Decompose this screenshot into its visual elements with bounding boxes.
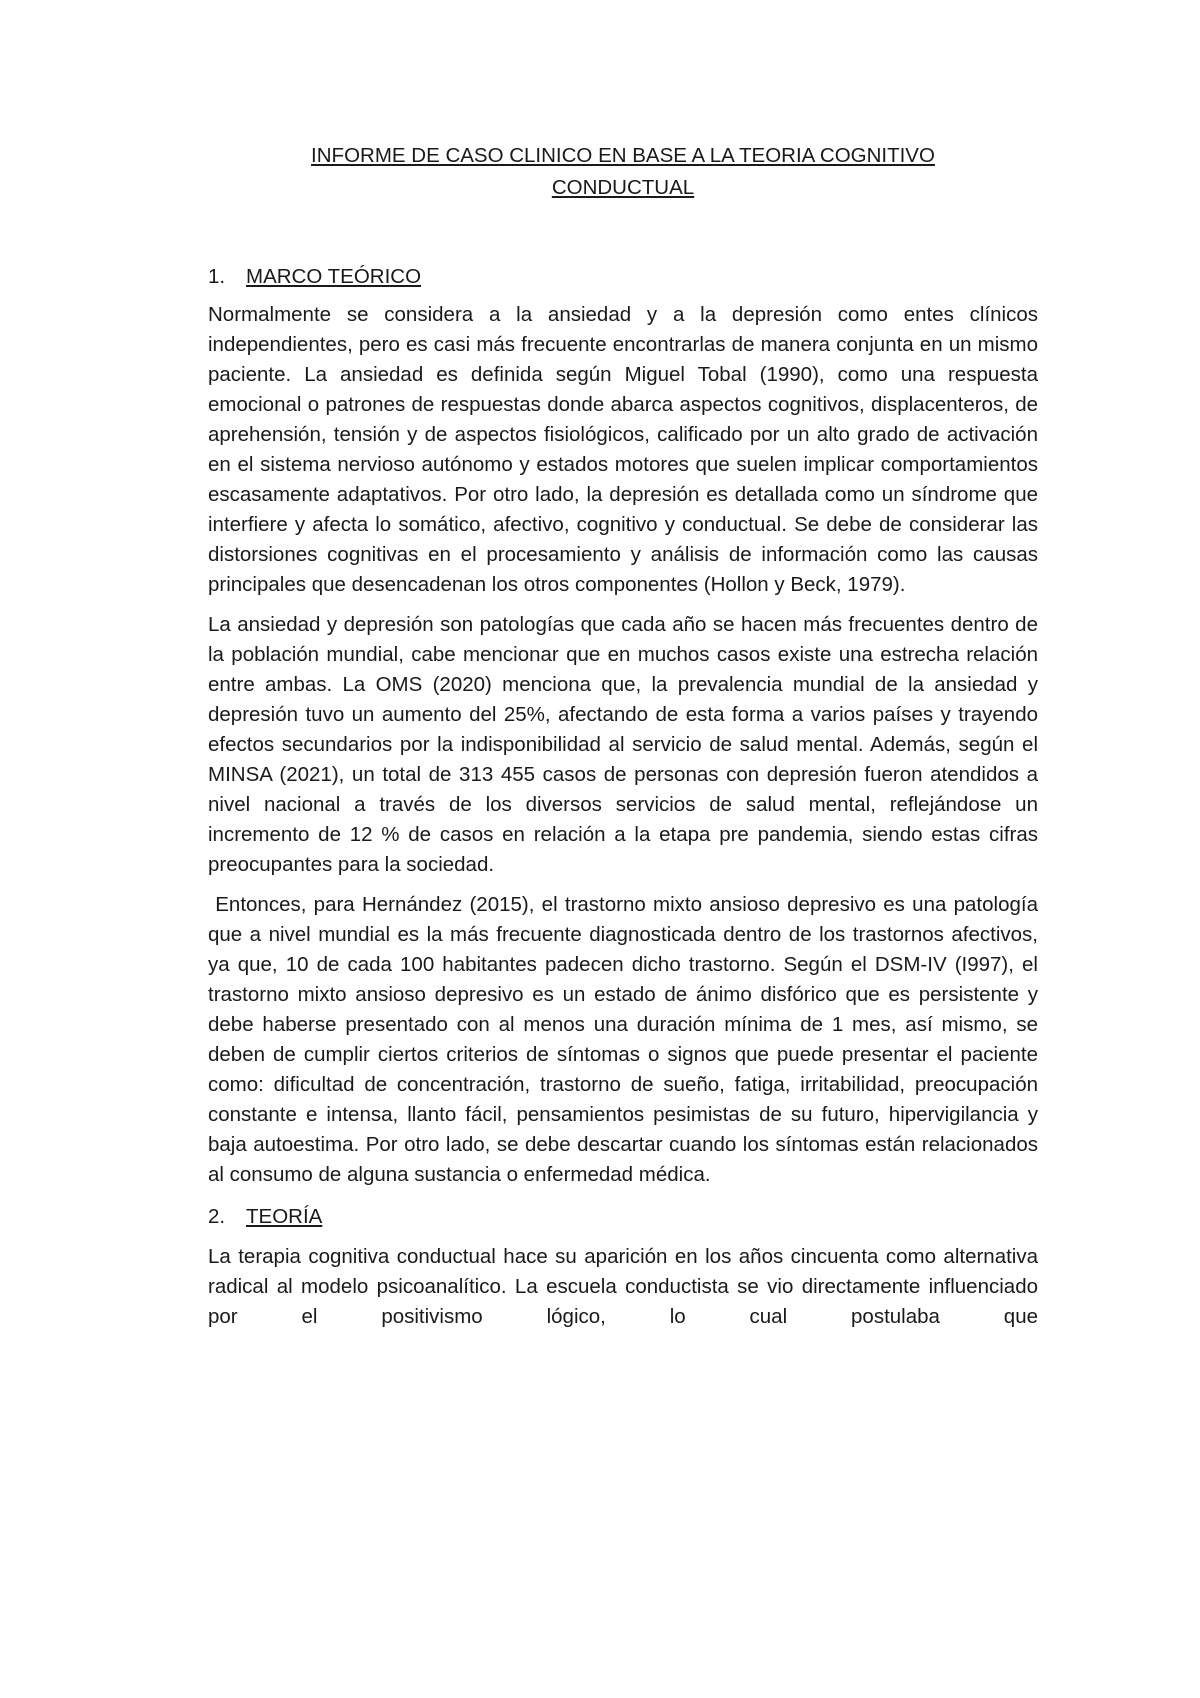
document-body xyxy=(208,140,1044,1342)
paragraph: Entonces, para Hernández (2015), el trastorno mixto ansioso depresivo es una patología que a nivel mundial es la más frecuente diagnosticada dentro de los trastornos afectivos, ya que, 10 de cada 100 habitantes padecen dicho trastorno. Según el DSM-IV (I997), el trastorno mixto ansioso depresivo es un estado de ánimo disfórico que es persistente y debe haberse presentado con al menos una duración mínima de 1 mes, así mismo, se deben de cumplir ciertos criterios de síntomas o signos que puede presentar el paciente como: dificultad de concentración, trastorno de sueño, fatiga, irritabilidad, preocupación constante e intensa, llanto fácil, pensamientos pesimistas de su futuro, hipervigilancia y baja autoestima. Por otro lado, se debe descartar cuando los síntomas están relacionados al consumo de alguna sustancia o enfermedad médica. xyxy=(208,893,1044,1186)
section-number: 1. xyxy=(208,265,226,288)
section-title: MARCO TEÓRICO xyxy=(246,265,422,288)
title-line-1: INFORME DE CASO CLINICO EN BASE A LA TEORIA COGNITIVO xyxy=(311,144,935,167)
section-heading-teoria xyxy=(208,1202,1038,1232)
paragraph: La terapia cognitiva conductual hace su aparición en los años cincuenta como alternativa radical al modelo psicoanalítico. La escuela conductista se vio directamente influenciado por el positivismo lógico, lo cual postulaba que xyxy=(208,1245,1038,1328)
document-title xyxy=(208,140,1038,204)
title-line-2: CONDUCTUAL xyxy=(551,176,695,199)
paragraph: Normalmente se considera a la ansiedad y a la depresión como entes clínicos independientes, pero es casi más frecuente encontrarlas de manera conjunta en un mismo paciente. La ansiedad es definida según Miguel Tobal (1990), como una respuesta emocional o patrones de respuestas donde abarca aspectos cognitivos, displacenteros, de aprehensión, tensión y de aspectos fisiológicos, calificado por un alto grado de activación en el sistema nervioso autónomo y estados motores que suelen implicar comportamientos escasamente adaptativos. Por otro lado, la depresión es detallada como un síndrome que interfiere y afecta lo somático, afectivo, cognitivo y conductual. Se debe de considerar las distorsiones cognitivas en el procesamiento y análisis de información como las causas principales que desencadenan los otros componentes (Hollon y Beck, 1979). xyxy=(208,303,1038,596)
section-number: 2. xyxy=(208,1205,226,1228)
section-title: TEORÍA xyxy=(246,1205,323,1228)
section-heading-marco-teorico xyxy=(208,262,1038,292)
paragraph: La ansiedad y depresión son patologías que cada año se hacen más frecuentes dentro de la población mundial, cabe mencionar que en muchos casos existe una estrecha relación entre ambas. La OMS (2020) menciona que, la prevalencia mundial de la ansiedad y depresión tuvo un aumento del 25%, afectando de esta forma a varios países y trayendo efectos secundarios por la indisponibilidad al servicio de salud mental. Además, según el MINSA (2021), un total de 313 455 casos de personas con depresión fueron atendidos a nivel nacional a través de los diversos servicios de salud mental, reflejándose un incremento de 12 % de casos en relación a la etapa pre pandemia, siendo estas cifras preocupantes para la sociedad. xyxy=(208,613,1038,876)
